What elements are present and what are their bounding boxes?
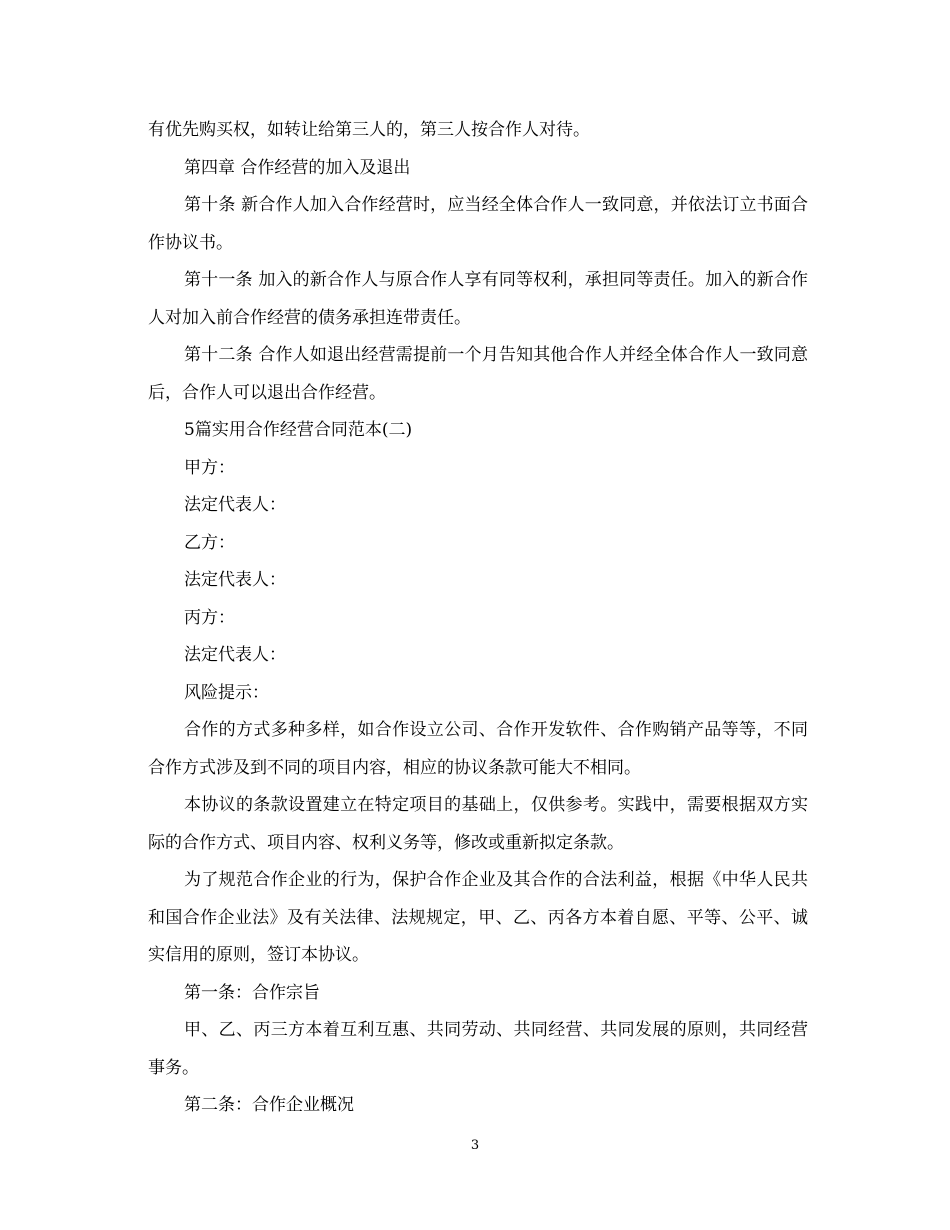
section-title: 5篇实用合作经营合同范本(二)	[184, 420, 413, 440]
document-body	[148, 112, 808, 1125]
page-number: 3	[470, 1138, 480, 1153]
article-10: 第十条 新合作人加入合作经营时，应当经全体合作人一致同意，并依法订立书面合作协议书。	[148, 195, 808, 253]
party-a: 甲方：	[184, 457, 235, 478]
risk-notice-heading: 风险提示：	[184, 682, 269, 703]
party-b-representative: 法定代表人：	[184, 570, 286, 590]
risk-notice-paragraph-2: 本协议的条款设置建立在特定项目的基础上，仅供参考。实践中，需要根据双方实际的合作方式、项目内容、权利义务等，修改或重新拟定条款。	[148, 795, 808, 853]
party-c-representative: 法定代表人：	[184, 645, 286, 665]
party-a-representative: 法定代表人：	[184, 495, 286, 515]
party-c: 丙方：	[184, 607, 235, 628]
article-1-body: 甲、乙、丙三方本着互利互惠、共同劳动、共同经营、共同发展的原则，共同经营事务。	[148, 1020, 808, 1078]
article-2-heading: 第二条：合作企业概况	[184, 1095, 354, 1115]
article-1-heading: 第一条：合作宗旨	[184, 982, 320, 1003]
article-11: 第十一条 加入的新合作人与原合作人享有同等权利，承担同等责任。加入的新合作人对加入前合作经营的债务承担连带责任。	[148, 270, 808, 328]
article-12: 第十二条 合作人如退出经营需提前一个月告知其他合作人并经全体合作人一致同意后，合作人可以退出合作经营。	[148, 345, 808, 403]
chapter-heading: 第四章 合作经营的加入及退出	[184, 157, 411, 178]
paragraph-continuation: 有优先购买权，如转让给第三人的，第三人按合作人对待。	[148, 120, 590, 140]
risk-notice-paragraph-1: 合作的方式多种多样，如合作设立公司、合作开发软件、合作购销产品等等，不同合作方式涉及到不同的项目内容，相应的协议条款可能大不相同。	[148, 720, 808, 778]
party-b: 乙方：	[184, 532, 235, 553]
preamble-paragraph: 为了规范合作企业的行为，保护合作企业及其合作的合法利益，根据《中华人民共和国合作企业法》及有关法律、法规规定，甲、乙、丙各方本着自愿、平等、公平、诚实信用的原则，签订本协议。	[148, 870, 808, 965]
